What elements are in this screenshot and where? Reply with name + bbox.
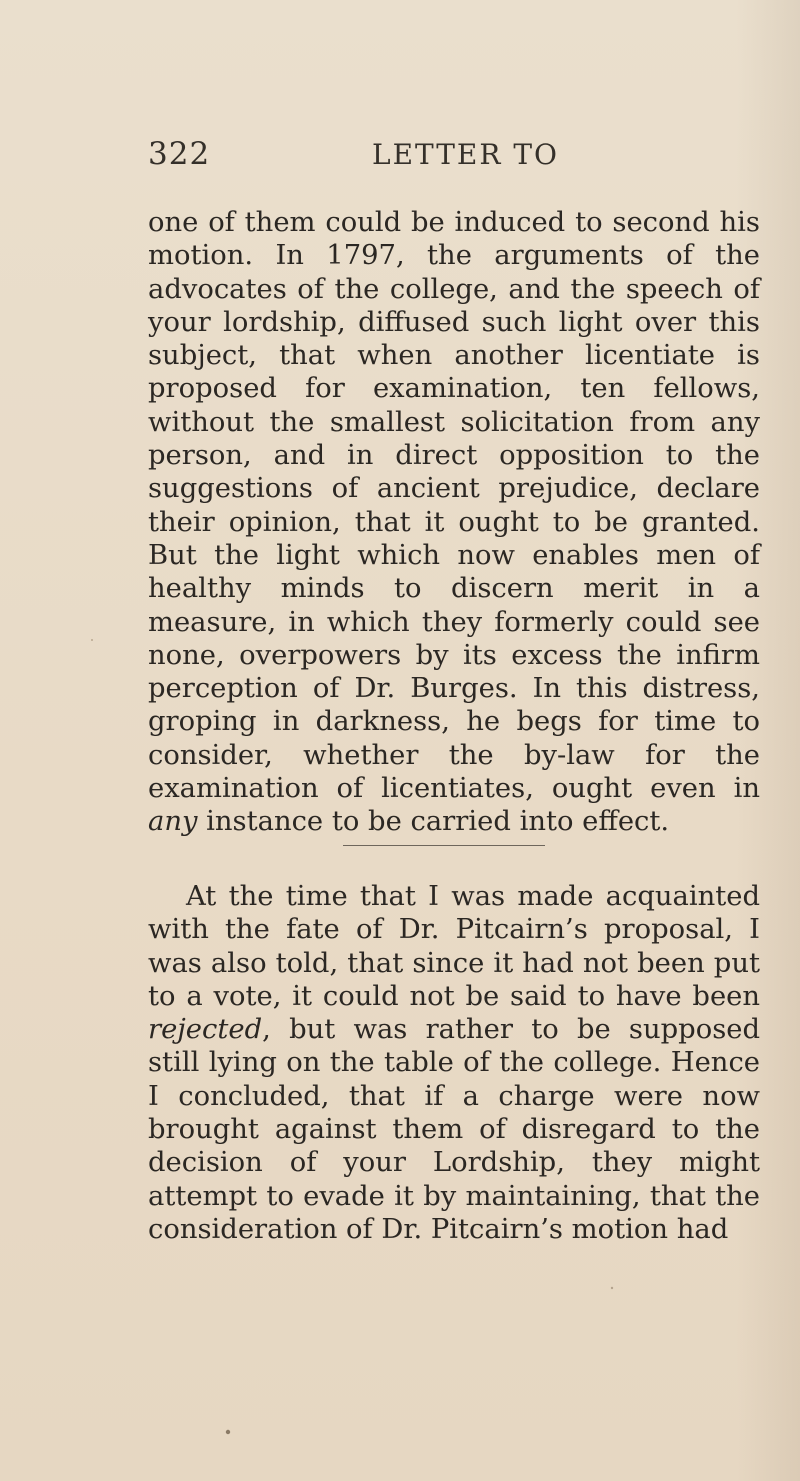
speck — [91, 639, 93, 641]
paragraph-1-italic-any: any — [148, 806, 198, 838]
paragraph-1 — [148, 206, 760, 839]
paragraph-1-text-a: one of them could be induced to second his motion. In 1797, the arguments of the advocates of the college, and the speech of your lordship, diffused such light over this subject, that when another licentiate is proposed for examination, ten fellows, without the smallest solicitation from any person, and in direct opposition to the suggestions of ancient prejudice, declare their opinion, that it ought to be granted. But the light which now enables men of healthy minds to discern merit in a measure, in which they formerly could see none, overpowers by its excess the infirm perception of Dr. Burges. In this distress, groping in darkness, he begs for time to consider, whether the by-law for the examination of licentiates, ought even in — [148, 207, 760, 805]
page-number: 322 — [148, 136, 211, 172]
running-head: LETTER TO — [372, 138, 559, 171]
paragraph-1-text-b: instance to be carried into effect. — [197, 806, 670, 838]
section-divider — [343, 845, 545, 846]
paragraph-2 — [148, 880, 760, 1246]
speck — [611, 1287, 613, 1289]
paragraph-2-text-a: At the time that I was made acquainted with the fate of Dr. Pitcairn’s proposal, I was also told, that since it had not been put to a vote, it could not be said to have been — [148, 881, 760, 1012]
speck — [226, 1430, 230, 1434]
paragraph-2-text-b: , but was rather to be supposed still lying on the table of the college. Hence I concluded, that if a charge were now brought against them of disregard to the decision of your Lordship, they might attempt to evade it by maintaining, that the consideration of Dr. Pitcairn’s motion had — [148, 1014, 760, 1245]
paragraph-2-italic-rejected: rejected — [148, 1014, 263, 1046]
page-header — [148, 136, 768, 180]
